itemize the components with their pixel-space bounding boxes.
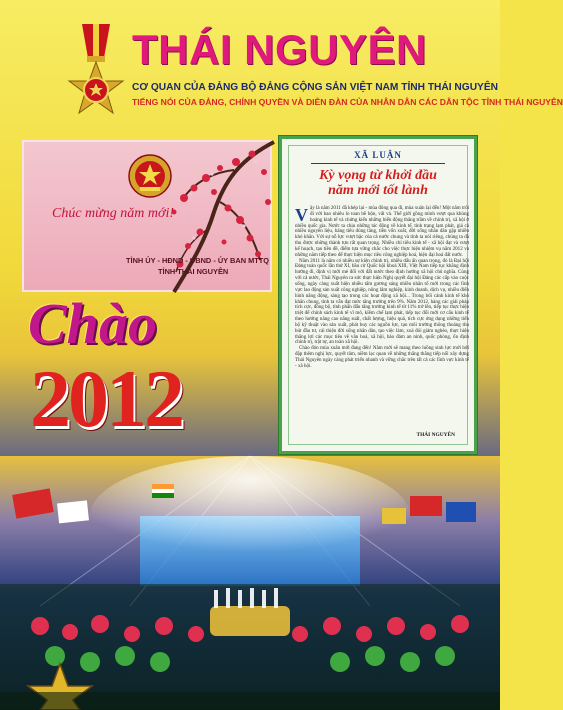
- article-paragraph: Chào đón mùa xuân mới đang đến! Năm mới sẽ mang theo luồng sinh lực mới bởi đặp thêm nghị lực, quyết tâm, niềm lạc quan về những thắng thắng tiếp nối xây dựng Thái Nguyên ngày càng phát triển nhanh và vững chắc trên tất cả các lĩnh vực kinh tế - xã hội.: [295, 345, 469, 369]
- editorial-article: [279, 136, 477, 454]
- article-headline-line-1: Kỳ vọng từ khởi đầu: [319, 168, 437, 183]
- card-greeting: Chúc mừng năm mới!: [52, 206, 175, 221]
- masthead: [0, 0, 563, 128]
- article-inner-frame: [288, 145, 468, 445]
- article-paragraph: [295, 206, 469, 259]
- article-signature: THÁI NGUYÊN: [416, 432, 455, 438]
- greeting-card: [22, 140, 272, 292]
- article-headline: [289, 168, 467, 198]
- article-paragraph-text: ậy là năm 2011 đã khép lại - mùa đông qua đi, mùa xuân lại đến! Một năm trôi đi với bao nhiêu lo toan bề bộn, vất vả. Thế giới gồng mình vượt qua khủng hoảng kinh tế và chứng kiến những biến động thăng trầm về chính trị, xã hội ở nhiều quốc gia. Nước ta chịu những tác động về kinh tế, tình trạng lạm phát, giá cả nhiều nguyên liệu, hàng tiêu dùng tăng, tiền vốn xoắt, đời sống nhân dân gặp nhiều khó khăn. Với sự nỗ lực vượt bậc của cả nước chung và tỉnh ta nói riêng, chúng ta đã thu được những thành tựu rất quan trọng. Nhiều chỉ tiêu kinh tế - xã hội đạt và vượt kế hoạch, tạo tiền đề, điểm tựa vững chắc cho việc thực hiện nhiệm vụ năm 2012 và những năm tiếp theo để thực hiện mục tiêu công nghiệp hoá, hiện đại hoá đất nước.: [295, 205, 469, 258]
- masthead-subtitle-organization: CƠ QUAN CỦA ĐẢNG BỘ ĐẢNG CỘNG SẢN VIỆT NAM TỈNH THÁI NGUYÊN: [132, 82, 499, 93]
- card-sender-line-2: TỈNH THÁI NGUYÊN: [158, 267, 229, 276]
- banner-greeting-word: Chào: [28, 291, 157, 356]
- article-paragraph: Năm 2011 là năm có nhiều sự kiện chính trị, nhiều dấu ấn quan trọng, đó là Đại hội Đảng toàn quốc lần thứ XI, bầu cử Quốc hội khoá XIII, Việt Nam tiếp tục khẳng định hướng đi, định vị mới mẻ đối với đất nước theo định hướng xã hội chủ nghĩa. Cùng với cả nước, Thái Nguyên ra sức thực hiện Nghị quyết đại hội Đảng các cấp vào cuộc sống, ngày càng xuất hiện nhiều tấm gương sáng nhiều nhân tố mới trong các lĩnh vực lao động sản xuất công nghiệp, nông lâm nghiệp, kinh doanh, dịch vụ, nhiều điển hình năng động, sáng tạo trong các hoạt động xã hội... Trong bối cảnh kinh tế khó khăn chung, tỉnh ta vẫn đạt mức tăng trưởng trên 9%. Năm 2012, hàng các giải pháp tích cực, đồng bộ, tỉnh phấn đấu tăng trưởng kinh tế từ 11% trở lên, tiếp tục thực hiện triệt để chính sách kinh tế vĩ mô, kiềm chế lạm phát, tiếp tục đổi mới cơ cấu kinh tế theo hướng nâng cao năng suất, chất lượng, hiệu quả, tích cực ứng dụng những tiến bộ kỹ thuật vào sản xuất, phát huy các nguồn lực, tạo môi trường thông thoáng thu hút đầu tư, cải thiện đời sống nhân dân, tạo việc làm, xoá đói giảm nghèo, thực hiện thắng lợi các mục tiêu về văn hoá, xã hội, bảo đảm an ninh, quốc phòng, ổn định chính trị, trật tự, an toàn xã hội.: [295, 257, 469, 346]
- card-sender-line-1: TỈNH ỦY - HĐND - UBND - ỦY BAN MTTQ: [126, 256, 270, 265]
- masthead-subtitle-motto: TIẾNG NÓI CỦA ĐẢNG, CHÍNH QUYỀN VÀ DIỄN ĐÀN CỦA NHÂN DÂN CÁC DÂN TỘC TỈNH THÁI NGUYÊN: [132, 97, 563, 107]
- masthead-title: THÁI NGUYÊN: [132, 26, 427, 73]
- emblem-icon: [128, 154, 172, 198]
- kicker-divider: [311, 163, 445, 164]
- banner-year: 2012: [30, 353, 182, 444]
- article-dropcap: V: [295, 205, 308, 225]
- medal-icon: [74, 24, 118, 120]
- festival-stage-photo: [0, 456, 500, 710]
- article-headline-line-2: năm mới tốt lành: [328, 183, 428, 198]
- article-body: [295, 206, 469, 370]
- article-kicker: XÃ LUẬN: [354, 150, 402, 160]
